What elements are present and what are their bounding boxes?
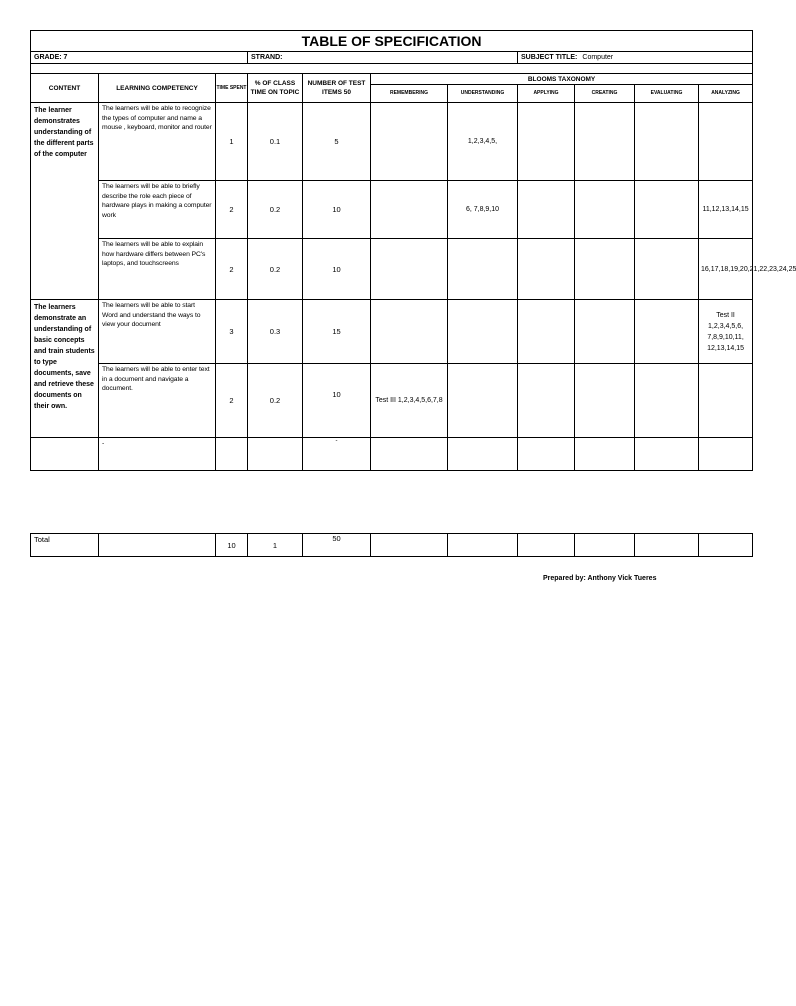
header-learning-competency: LEARNING COMPETENCY (99, 74, 216, 103)
understanding-cell-blank (448, 438, 518, 471)
competency-cell: The learners will be able to enter text in a document and navigate a document. (99, 364, 216, 438)
analyzing-cell (699, 103, 753, 181)
evaluating-cell (635, 239, 699, 300)
pct-cell: 0.1 (248, 103, 303, 181)
understanding-cell (448, 239, 518, 300)
understanding-cell: 6, 7,8,9,10 (448, 181, 518, 239)
header-understanding: UNDERSTANDING (448, 85, 518, 103)
table-row (31, 300, 753, 364)
items-cell: 10 (303, 239, 371, 300)
header-applying: APPLYING (518, 85, 575, 103)
time-spent-cell: 1 (216, 103, 248, 181)
remembering-cell-blank (371, 438, 448, 471)
time-spent-cell: 3 (216, 300, 248, 364)
applying-cell-blank (518, 438, 575, 471)
total-creating-cell (575, 534, 635, 557)
header-evaluating: EVALUATING (635, 85, 699, 103)
content-group-hardware: The learner demonstrates understanding of the different parts of the computer (31, 103, 99, 300)
table-row (31, 364, 753, 438)
grade-label: GRADE: 7 (34, 54, 68, 61)
creating-cell (575, 181, 635, 239)
total-row (31, 534, 753, 557)
total-evaluating-cell (635, 534, 699, 557)
analyzing-cell (699, 364, 753, 438)
applying-cell (518, 103, 575, 181)
spacer-row (31, 64, 753, 74)
pct-cell: 0.2 (248, 364, 303, 438)
header-content: CONTENT (31, 74, 99, 103)
analyzing-cell-blank (699, 438, 753, 471)
items-cell: 10 (303, 364, 371, 438)
strand-cell (248, 52, 518, 64)
header-pct-class-time: % OF CLASS TIME ON TOPIC (248, 74, 303, 103)
pct-cell-blank (248, 438, 303, 471)
time-spent-cell-blank (216, 438, 248, 471)
remembering-cell (371, 103, 448, 181)
content-cell-blank (31, 438, 99, 471)
pct-cell: 0.3 (248, 300, 303, 364)
understanding-cell: 1,2,3,4,5, (448, 103, 518, 181)
total-competency-cell (99, 534, 216, 557)
competency-cell-blank: - (99, 438, 216, 471)
creating-cell (575, 239, 635, 300)
table-row (31, 103, 753, 181)
items-cell: 5 (303, 103, 371, 181)
competency-cell: The learners will be able to start Word and understand the ways to view your document (99, 300, 216, 364)
items-cell: 10 (303, 181, 371, 239)
analyzing-cell: 16,17,18,19,20,21,22,23,24,25 (699, 239, 753, 300)
total-time-cell: 10 (216, 534, 248, 557)
evaluating-cell-blank (635, 438, 699, 471)
creating-cell (575, 364, 635, 438)
time-spent-cell: 2 (216, 239, 248, 300)
pct-cell: 0.2 (248, 239, 303, 300)
total-applying-cell (518, 534, 575, 557)
table-row (31, 438, 753, 471)
header-blooms-taxonomy: BLOOMS TAXONOMY (371, 74, 753, 85)
total-pct-cell: 1 (248, 534, 303, 557)
header-time-spent: TIME SPENT (216, 74, 248, 103)
competency-cell: The learners will be able to explain how hardware differs between PC's laptops, and touchscreens (99, 239, 216, 300)
creating-cell-blank (575, 438, 635, 471)
evaluating-cell (635, 300, 699, 364)
applying-cell (518, 300, 575, 364)
prepared-by: Prepared by: Anthony Vick Tueres (543, 575, 657, 582)
items-cell-blank: - (303, 438, 371, 471)
table-row (31, 181, 753, 239)
header-number-test-items: NUMBER OF TEST ITEMS 50 (303, 74, 371, 103)
total-table (30, 533, 753, 557)
creating-cell (575, 103, 635, 181)
understanding-cell (448, 364, 518, 438)
header-analyzing: ANALYZING (699, 85, 753, 103)
subject-label: SUBJECT TITLE: (521, 54, 578, 61)
remembering-cell (371, 239, 448, 300)
evaluating-cell (635, 364, 699, 438)
pct-cell: 0.2 (248, 181, 303, 239)
applying-cell (518, 364, 575, 438)
understanding-cell (448, 300, 518, 364)
content-group-word: The learners demonstrate an understanding of basic concepts and train students to type documents, save and retrieve these documents on their own. (31, 300, 99, 438)
analyzing-cell: Test II 1,2,3,4,5,6, 7,8,9,10,11, 12,13,14,15 (699, 300, 753, 364)
evaluating-cell (635, 103, 699, 181)
total-remembering-cell (371, 534, 448, 557)
creating-cell (575, 300, 635, 364)
subject-value: Computer (582, 54, 614, 61)
applying-cell (518, 239, 575, 300)
header-remembering: REMEMBERING (371, 85, 448, 103)
applying-cell (518, 181, 575, 239)
total-label: Total (31, 534, 99, 557)
grade-cell (31, 52, 248, 64)
total-analyzing-cell (699, 534, 753, 557)
time-spent-cell: 2 (216, 181, 248, 239)
evaluating-cell (635, 181, 699, 239)
specification-table (30, 30, 796, 471)
remembering-cell: Test III 1,2,3,4,5,6,7,8 (371, 364, 448, 438)
total-understanding-cell (448, 534, 518, 557)
total-items-cell: 50 (303, 534, 371, 557)
analyzing-cell: 11,12,13,14,15 (699, 181, 753, 239)
table-row (31, 239, 753, 300)
items-cell: 15 (303, 300, 371, 364)
strand-label: STRAND: (251, 54, 283, 61)
competency-cell: The learners will be able to recognize the types of computer and name a mouse , keyboard, monitor and router (99, 103, 216, 181)
competency-cell: The learners will be able to briefly describe the role each piece of hardware plays in making a computer work (99, 181, 216, 239)
remembering-cell (371, 181, 448, 239)
time-spent-cell: 2 (216, 364, 248, 438)
header-creating: CREATING (575, 85, 635, 103)
remembering-cell (371, 300, 448, 364)
document-title: TABLE OF SPECIFICATION (31, 31, 753, 52)
subject-cell (518, 52, 753, 64)
